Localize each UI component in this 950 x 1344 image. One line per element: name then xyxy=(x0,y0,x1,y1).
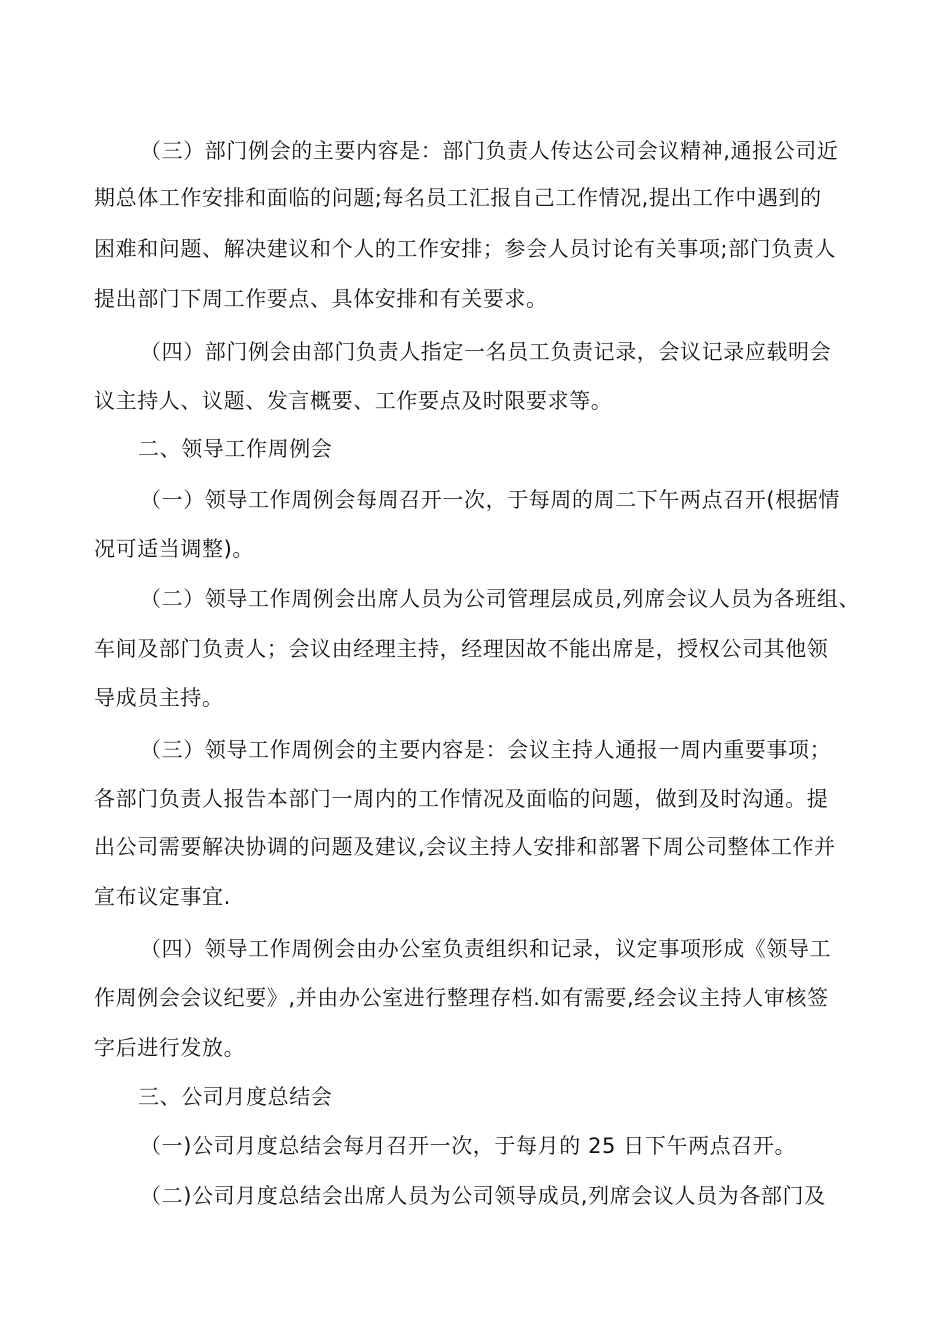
text-line: 提出部门下周工作要点、具体安排和有关要求。 xyxy=(94,287,548,311)
text-line: 字后进行发放。 xyxy=(94,1036,246,1060)
text-line: 困难和问题、解决建议和个人的工作安排；参会人员讨论有关事项;部门负责人 xyxy=(94,237,837,261)
text-line: （二)公司月度总结会出席人员为公司领导成员,列席会议人员为各部门及 xyxy=(140,1184,826,1208)
text-line: 议主持人、议题、发言概要、工作要点及时限要求等。 xyxy=(94,389,613,413)
text-line: （四）部门例会由部门负责人指定一名员工负责记录，会议记录应载明会 xyxy=(140,340,832,364)
text-line: （三）领导工作周例会的主要内容是：会议主持人通报一周内重要事项； xyxy=(140,738,832,762)
text-line: 导成员主持。 xyxy=(94,686,224,710)
text-line: （二）领导工作周例会出席人员为公司管理层成员,列席会议人员为各班组、 xyxy=(140,587,861,611)
text-line: 车间及部门负责人；会议由经理主持，经理因故不能出席是，授权公司其他领 xyxy=(94,637,829,661)
text-line: （三）部门例会的主要内容是：部门负责人传达公司会议精神,通报公司近 xyxy=(140,139,839,163)
text-line: 况可适当调整)。 xyxy=(94,537,254,561)
text-line: 出公司需要解决协调的问题及建议,会议主持人安排和部署下周公司整体工作并 xyxy=(94,835,836,859)
section-heading: 二、领导工作周例会 xyxy=(138,437,333,461)
section-heading: 三、公司月度总结会 xyxy=(138,1085,333,1109)
text-line: 各部门负责人报告本部门一周内的工作情况及面临的问题，做到及时沟通。提 xyxy=(94,787,829,811)
text-line: 宣布议定事宜. xyxy=(94,885,231,909)
text-line: （一)公司月度总结会每月召开一次，于每月的 25 日下午两点召开。 xyxy=(140,1134,797,1158)
text-line: （一）领导工作周例会每周召开一次，于每周的周二下午两点召开(根据情 xyxy=(140,488,840,512)
text-line: 作周例会会议纪要》,并由办公室进行整理存档.如有需要,经会议主持人审核签 xyxy=(94,986,829,1010)
text-line: 期总体工作安排和面临的问题;每名员工汇报自己工作情况,提出工作中遇到的 xyxy=(94,186,822,210)
text-line: （四）领导工作周例会由办公室负责组织和记录，议定事项形成《领导工 xyxy=(140,937,832,961)
